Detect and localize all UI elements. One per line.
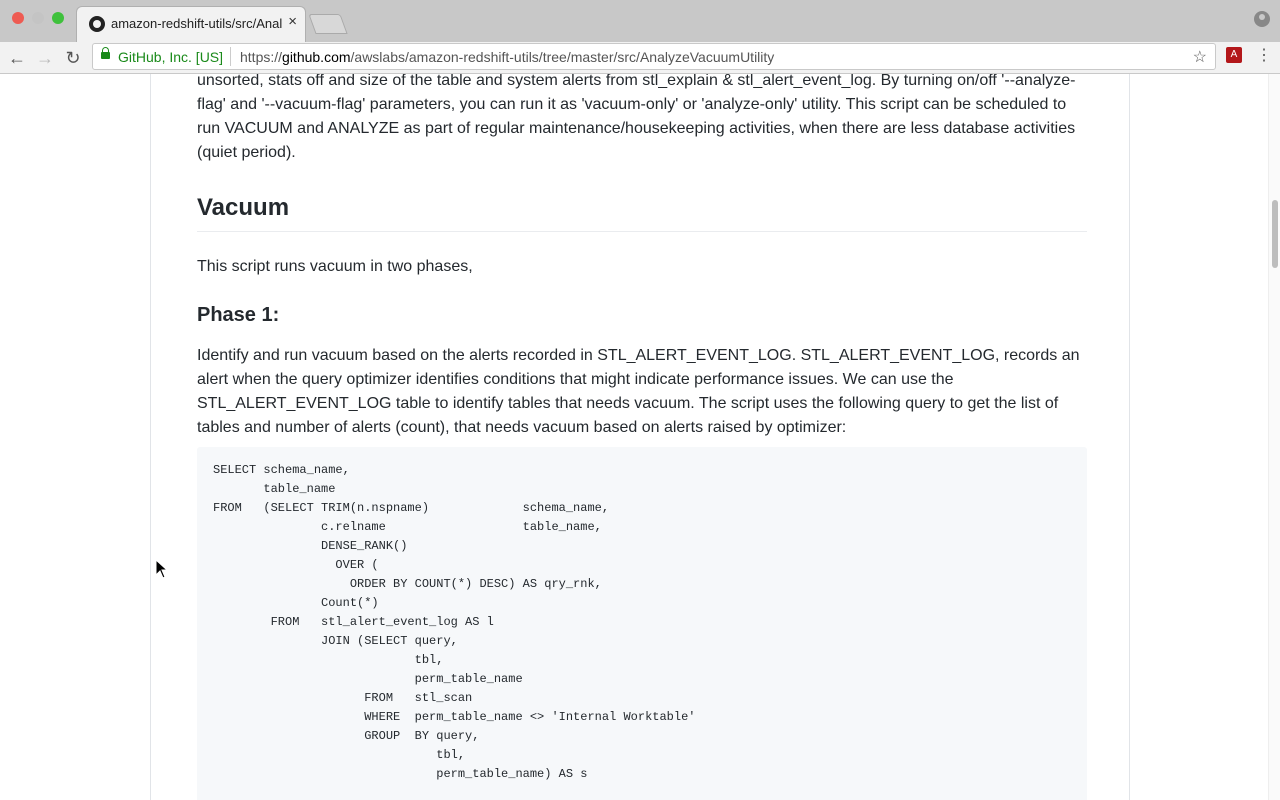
sql-code-block [197, 447, 1087, 800]
sql-code[interactable]: SELECT schema_name, table_name FROM (SELECT TRIM(n.nspname) schema_name, c.relname table_name, DENSE_RANK() OVER ( ORDER BY COUNT(*) DESC) AS qry_rnk, Count(*) FROM stl_alert_event_log AS l JOIN (SELECT query, tbl, perm_table_name FROM stl_scan WHERE perm_table_name <> 'Internal Worktable' GROUP BY query, tbl, perm_table_name) AS s [213, 463, 696, 781]
vacuum-heading: Vacuum [197, 194, 1087, 232]
bookmark-star-icon[interactable]: ☆ [1192, 49, 1207, 66]
address-bar[interactable] [92, 43, 1216, 70]
page-viewport [0, 74, 1268, 800]
intro-text: unsorted, stats off and size of the table and system alerts from stl_explain & stl_alert_event_log. By turning on/off '--analyze-flag' and '--vacuum-flag' parameters, you can run it as 'vacuum-only' or 'analyze-only' utility. This script can be scheduled to run VACUUM and ANALYZE as part of regular maintenance/housekeeping activities, when there are less database activities (quiet period). [197, 74, 1076, 161]
back-button[interactable]: ← [8, 48, 26, 68]
github-icon [89, 16, 105, 32]
phase1-heading: Phase 1: [197, 304, 280, 326]
browser-toolbar [0, 42, 1280, 74]
site-identity[interactable]: GitHub, Inc. [US] [118, 49, 224, 65]
lock-icon [101, 52, 110, 59]
profile-icon[interactable] [1254, 11, 1270, 27]
url-path: /awslabs/amazon-redshift-utils/tree/master/src/AnalyzeVacuumUtility [350, 49, 775, 65]
intro-paragraph [197, 74, 1087, 165]
close-window-button[interactable] [12, 12, 24, 24]
tab-strip [0, 0, 1280, 42]
url-host: github.com [282, 49, 351, 65]
vacuum-intro: This script runs vacuum in two phases, [197, 258, 473, 275]
omnibox-divider [230, 47, 231, 66]
new-tab-button[interactable] [308, 14, 347, 34]
browser-menu-icon[interactable]: ⋮ [1256, 47, 1272, 64]
forward-button[interactable]: → [36, 48, 54, 68]
tab-title: amazon-redshift-utils/src/Anal [111, 16, 283, 31]
pdf-extension-icon[interactable]: A [1226, 47, 1242, 63]
readme-container [150, 74, 1130, 800]
reload-button[interactable]: ↻ [65, 48, 81, 68]
maximize-window-button[interactable] [52, 12, 64, 24]
browser-tab-active[interactable] [76, 6, 306, 42]
minimize-window-button[interactable] [32, 12, 44, 24]
url-text[interactable] [240, 49, 774, 65]
page-scrollbar[interactable] [1268, 74, 1280, 800]
phase1-paragraph: Identify and run vacuum based on the alerts recorded in STL_ALERT_EVENT_LOG. STL_ALERT_EVENT_LOG, records an alert when the query optimizer identifies conditions that might indicate performance issues. We can use the STL_ALERT_EVENT_LOG table to identify tables that needs vacuum. The script uses the following query to get the list of tables and number of alerts (count), that needs vacuum based on alerts raised by optimizer: [197, 347, 1080, 436]
scrollbar-thumb[interactable] [1272, 200, 1278, 268]
tab-close-icon[interactable]: × [288, 13, 297, 30]
url-scheme: https:// [240, 49, 283, 65]
